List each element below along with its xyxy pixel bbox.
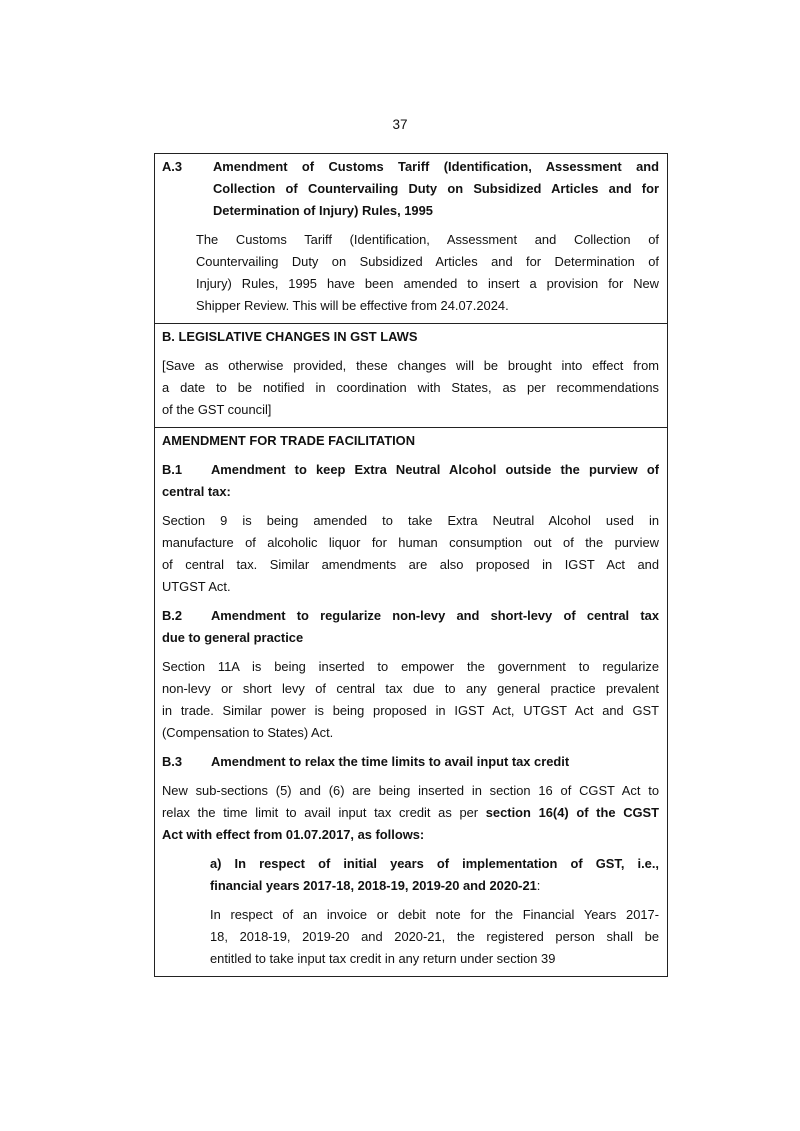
page-number: 37 xyxy=(392,117,408,132)
text-line xyxy=(162,802,659,824)
text-line xyxy=(196,295,659,317)
trade-heading xyxy=(162,430,659,452)
text-segment: Determination of Injury) Rules, 1995 xyxy=(213,203,433,218)
text-segment: The Customs Tariff (Identification, Assessment and Collection of xyxy=(196,232,659,247)
text-segment: 18, 2018-19, 2019-20 and 2020-21, the registered person shall be xyxy=(210,929,659,944)
text-segment: of the GST council] xyxy=(162,402,272,417)
text-line xyxy=(210,948,659,970)
text-line xyxy=(196,251,659,273)
text-line xyxy=(162,377,659,399)
text-segment: Section 9 is being amended to take Extra Neutral Alcohol used in xyxy=(162,513,659,528)
b2-body xyxy=(162,656,659,744)
text-line xyxy=(162,510,659,532)
text-line xyxy=(196,229,659,251)
text-segment: B. LEGISLATIVE CHANGES IN GST LAWS xyxy=(162,329,418,344)
text-segment: relax the time limit to avail input tax credit as per xyxy=(162,805,486,820)
text-line xyxy=(162,554,659,576)
text-segment: Section 11A is being inserted to empower the government to regularize xyxy=(162,659,659,674)
b-heading xyxy=(162,326,659,348)
text-line xyxy=(213,200,659,222)
text-line xyxy=(210,926,659,948)
text-segment: section 16(4) of the CGST xyxy=(485,805,659,820)
text-line xyxy=(162,481,659,503)
b1-body xyxy=(162,510,659,598)
text-segment: in trade. Similar power is being proposed in IGST Act, UTGST Act and GST xyxy=(162,703,659,718)
text-segment: New sub-sections (5) and (6) are being inserted in section 16 of CGST Act to xyxy=(162,783,659,798)
text-line xyxy=(162,627,659,649)
text-segment: manufacture of alcoholic liquor for human consumption out of the purview xyxy=(162,535,659,550)
text-segment: Amendment of Customs Tariff (Identification, Assessment and xyxy=(213,159,659,174)
text-segment: due to general practice xyxy=(162,630,304,645)
a3-body xyxy=(162,229,659,317)
sub-a-body xyxy=(162,904,659,970)
text-segment: Collection of Countervailing Duty on Subsidized Articles and for xyxy=(213,181,659,196)
text-line xyxy=(196,273,659,295)
section-label: B.1 xyxy=(162,462,183,477)
text-line xyxy=(213,156,659,178)
a3-label: A.3 xyxy=(162,159,183,174)
text-segment: Act with effect from 01.07.2017, as follows: xyxy=(162,827,425,842)
text-segment: non-levy or short levy of central tax due to any general practice prevalent xyxy=(162,681,659,696)
text-line xyxy=(162,722,659,744)
b1-heading xyxy=(162,459,659,503)
row-a3 xyxy=(155,154,667,323)
text-segment: Injury) Rules, 1995 have been amended to insert a provision for New xyxy=(196,276,659,291)
row-b-legislative xyxy=(155,323,667,427)
text-segment: a date to be notified in coordination with States, as per recommendations xyxy=(162,380,659,395)
text-segment: financial years 2017-18, 2018-19, 2019-20 and 2020-21 xyxy=(210,878,537,893)
text-line xyxy=(162,430,659,452)
text-line xyxy=(162,700,659,722)
text-line xyxy=(162,656,659,678)
a3-heading xyxy=(162,156,659,222)
text-segment: of central tax. Similar amendments are also proposed in IGST Act and xyxy=(162,557,659,572)
row-trade-facilitation xyxy=(155,427,667,976)
sub-a-heading xyxy=(162,853,659,897)
b3-heading xyxy=(162,751,659,773)
text-line xyxy=(210,875,659,897)
text-line xyxy=(213,178,659,200)
text-line xyxy=(162,605,659,627)
text-segment: In respect of an invoice or debit note for the Financial Years 2017- xyxy=(210,907,659,922)
text-line xyxy=(162,399,659,421)
text-line xyxy=(162,678,659,700)
text-line xyxy=(162,576,659,598)
text-line xyxy=(162,532,659,554)
text-segment: : xyxy=(536,878,541,893)
text-segment: Amendment to relax the time limits to avail input tax credit xyxy=(211,754,570,769)
text-segment: Amendment to keep Extra Neutral Alcohol outside the purview of xyxy=(211,462,659,477)
section-label: B.2 xyxy=(162,608,183,623)
text-line xyxy=(162,780,659,802)
text-segment: Shipper Review. This will be effective from 24.07.2024. xyxy=(196,298,509,313)
text-line xyxy=(162,355,659,377)
text-segment: [Save as otherwise provided, these changes will be brought into effect from xyxy=(162,358,659,373)
text-line xyxy=(162,326,659,348)
text-segment: central tax: xyxy=(162,484,231,499)
text-line xyxy=(162,824,659,846)
text-segment: Amendment to regularize non-levy and short-levy of central tax xyxy=(211,608,659,623)
text-line xyxy=(162,459,659,481)
b3-body xyxy=(162,780,659,846)
text-segment: entitled to take input tax credit in any return under section 39 xyxy=(210,951,556,966)
text-line xyxy=(210,904,659,926)
amendments-table xyxy=(154,153,668,977)
text-segment: Countervailing Duty on Subsidized Articles and for Determination of xyxy=(196,254,659,269)
text-segment: (Compensation to States) Act. xyxy=(162,725,334,740)
text-line xyxy=(210,853,659,875)
text-line xyxy=(162,751,659,773)
b-note xyxy=(162,355,659,421)
text-segment: a) In respect of initial years of implementation of GST, i.e., xyxy=(210,856,659,871)
b2-heading xyxy=(162,605,659,649)
text-segment: AMENDMENT FOR TRADE FACILITATION xyxy=(162,433,416,448)
text-segment: UTGST Act. xyxy=(162,579,231,594)
section-label: B.3 xyxy=(162,754,183,769)
